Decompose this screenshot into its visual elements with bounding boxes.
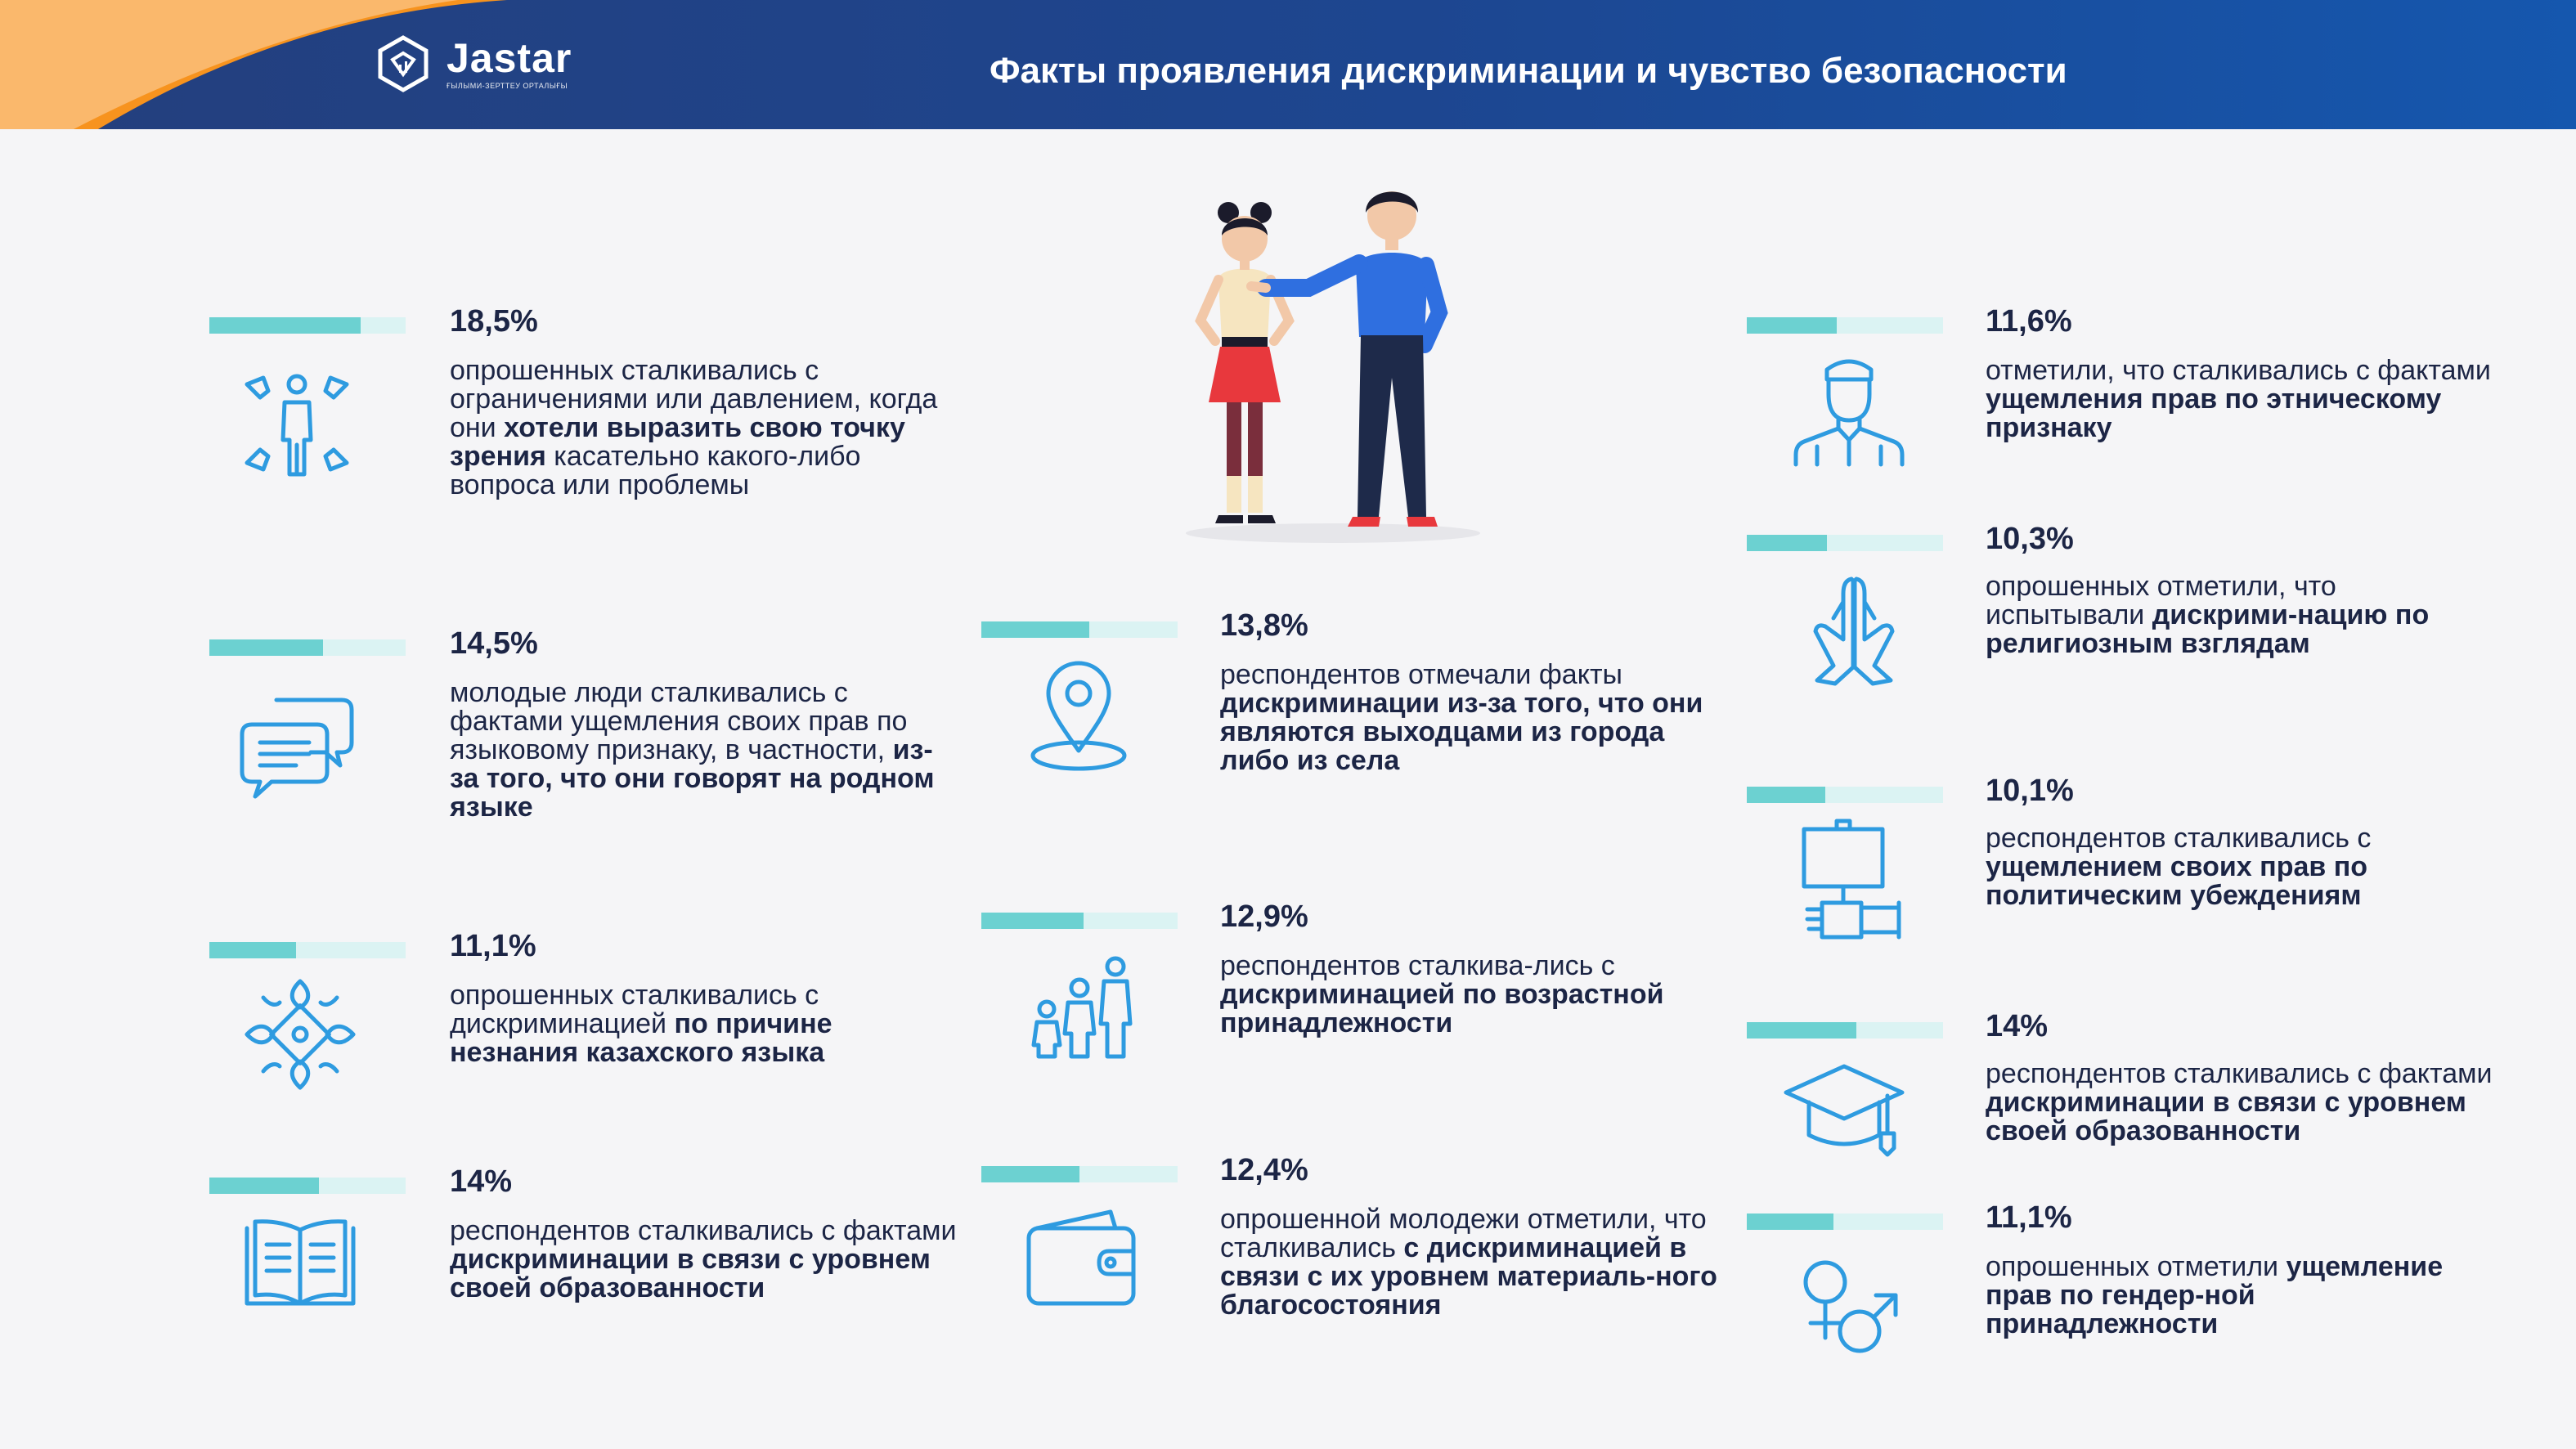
stat-text-bold: хотели выразить свою точку зрения (450, 412, 905, 472)
pressure-person-icon (236, 366, 358, 489)
stat-value: 11,1% (1986, 1200, 2072, 1235)
stat-bar (981, 621, 1178, 638)
stat-bar-fill (981, 913, 1084, 929)
stat-bar-fill (1747, 787, 1825, 803)
stat-text (1220, 661, 1727, 775)
ethnic-person-icon (1788, 348, 1910, 471)
stat-bar-fill (1747, 1022, 1856, 1039)
stat-value: 13,8% (1220, 608, 1308, 643)
stat-value: 11,6% (1986, 304, 2072, 339)
header-banner (0, 0, 2576, 129)
stat-bar (981, 913, 1178, 929)
stat-text-regular: респондентов сталкивались с фактами (450, 1215, 957, 1246)
speech-bubbles-icon (236, 684, 358, 806)
stat-bar (1747, 787, 1943, 803)
praying-hands-icon (1793, 569, 1915, 692)
stat-text (1220, 952, 1727, 1038)
stat-text-regular: опрошенных отметили (1986, 1251, 2287, 1282)
stat-text (1986, 1253, 2493, 1339)
stat-bar (981, 1166, 1178, 1182)
gender-symbols-icon (1784, 1246, 1907, 1369)
stat-bar-fill (1747, 317, 1837, 334)
stat-value: 12,9% (1220, 899, 1308, 934)
stat-text (450, 1217, 957, 1303)
stat-text-regular: опрошенных отметили, что испытывали (1986, 571, 2336, 630)
stat-bar (209, 1178, 406, 1194)
kazakh-ornament-icon (239, 973, 361, 1096)
logo-subtitle: ҒЫЛЫМИ-ЗЕРТТЕУ ОРТАЛЫҒЫ (447, 82, 568, 90)
stat-bar-fill (981, 1166, 1079, 1182)
graduation-cap-icon (1783, 1047, 1905, 1169)
stat-text-bold: из-за того, что они говорят на родном языке (450, 734, 935, 823)
stat-text-regular: отметили, что сталкивались с фактами (1986, 355, 2491, 386)
stat-bar (1747, 1022, 1943, 1039)
stat-value: 14% (1986, 1009, 2049, 1043)
stat-bar (209, 942, 406, 958)
stat-text-bold: ущемлением своих прав по политическим убеждениям (1986, 851, 2368, 911)
stat-bar-fill (209, 942, 296, 958)
stat-text (1986, 572, 2493, 658)
stat-text-regular: опрошенных сталкивались с ограничениями или давлением, когда они (450, 355, 938, 443)
stat-text (1220, 1205, 1727, 1320)
stat-text-bold: ущемление прав по гендер-ной принадлежности (1986, 1251, 2444, 1339)
stat-value: 10,1% (1986, 774, 2074, 808)
stat-text-regular: опрошенных сталкивались с дискриминацией (450, 980, 819, 1039)
stat-text-bold: дискриминации из-за того, что они являются выходцами из города либо из села (1220, 688, 1703, 776)
stat-value: 10,3% (1986, 522, 2074, 556)
stat-bar (209, 317, 406, 334)
stat-bar-fill (981, 621, 1089, 638)
stat-text (1986, 1060, 2493, 1146)
stat-value: 14,5% (450, 626, 538, 661)
stat-text-regular: молодые люди сталкивались с фактами ущемления своих прав по языковому признаку, в частности, (450, 677, 908, 765)
stat-text-bold: с дискриминацией в связи с их уровнем материаль-ного благосостояния (1220, 1232, 1717, 1321)
stat-text-regular: опрошенной молодежи отметили, что сталкивались (1220, 1204, 1707, 1263)
logo-icon (375, 35, 432, 92)
stat-text-regular: респондентов сталкива-лись с (1220, 950, 1615, 981)
wallet-icon (1021, 1196, 1143, 1318)
stat-bar-fill (209, 639, 323, 656)
stat-bar-fill (209, 1178, 319, 1194)
jastar-logo (375, 31, 572, 96)
stat-text-regular: респондентов отмечали факты (1220, 659, 1622, 690)
stat-text (450, 981, 957, 1067)
stat-text-regular: респондентов сталкивались с (1986, 823, 2372, 854)
people-illustration (1169, 173, 1488, 550)
open-book-icon (239, 1204, 361, 1326)
stat-text (1986, 824, 2493, 910)
stat-text-bold: дискрими-нацию по религиозным взглядам (1986, 599, 2430, 659)
protest-sign-icon (1791, 818, 1914, 940)
page-title: Факты проявления дискриминации и чувство безопасности (990, 51, 2067, 91)
stat-value: 14% (450, 1164, 513, 1199)
stat-bar (1747, 317, 1943, 334)
location-pin-icon (1017, 654, 1140, 777)
stat-text-bold: дискриминации в связи с уровнем своей образованности (450, 1244, 931, 1303)
stat-text-bold: дискриминации в связи с уровнем своей образованности (1986, 1087, 2466, 1146)
stat-text-regular: касательно какого-либо вопроса или проблемы (450, 441, 861, 500)
stat-text-bold: дискриминацией по возрастной принадлежности (1220, 979, 1664, 1039)
stat-text (450, 679, 957, 822)
stat-bar (209, 639, 406, 656)
stat-text-regular: респондентов сталкивались с фактами (1986, 1058, 2493, 1089)
stat-text-bold: ущемления прав по этническому признаку (1986, 384, 2442, 443)
stat-value: 18,5% (450, 304, 538, 339)
stat-text-bold: по причине незнания казахского языка (450, 1008, 832, 1068)
stat-text (450, 357, 957, 500)
stat-text (1986, 357, 2493, 442)
stat-value: 12,4% (1220, 1153, 1308, 1187)
stat-bar-fill (1747, 535, 1827, 551)
stat-bar (1747, 1213, 1943, 1230)
stat-bar (1747, 535, 1943, 551)
stat-value: 11,1% (450, 929, 536, 963)
logo-name: Jastar (447, 35, 572, 81)
stat-bar-fill (1747, 1213, 1833, 1230)
stat-bar-fill (209, 317, 361, 334)
family-ages-icon (1022, 949, 1145, 1071)
